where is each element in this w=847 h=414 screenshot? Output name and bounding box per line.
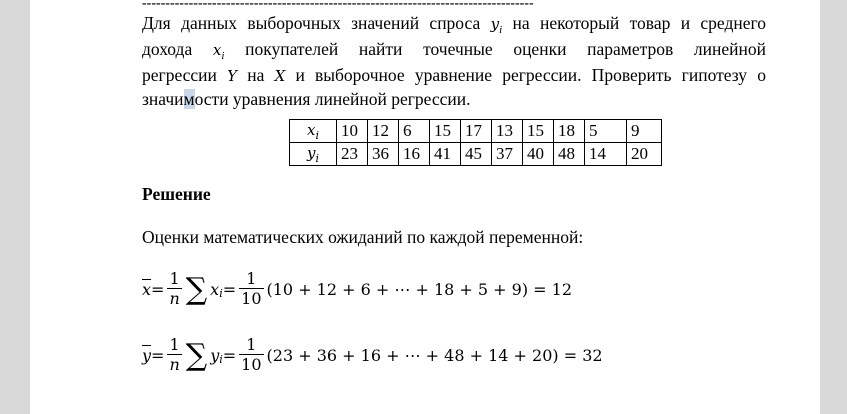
table-cell: 16 [399,143,430,166]
table-cell: 48 [554,143,585,166]
table-cell: 23 [337,143,368,166]
table-cell: 15 [430,120,461,143]
fraction-1-over-n: $\frac{1}{n}$ [169,268,180,308]
table-cell: 18 [554,120,585,143]
table-header-y: $y_i$ [290,143,337,166]
table-cell: 37 [492,143,523,166]
table-cell: 9 [627,120,662,143]
table-cell: 40 [523,143,554,166]
text-selection-highlight[interactable]: м [183,89,195,109]
table-cell: 15 [523,120,554,143]
fraction-1-over-10: $\frac{1}{10}$ [241,334,262,374]
table-cell: 12 [368,120,399,143]
separator-dashes: ------------------------------------------------------------------------------------ [142,0,534,11]
fraction-1-over-10: $\frac{1}{10}$ [241,268,262,308]
table-cell: 36 [368,143,399,166]
sum-symbol: ∑ [185,338,208,373]
mean-y-symbol: $\overline{y}$ [142,345,152,365]
document-page [30,0,820,414]
table-cell: 20 [627,143,662,166]
problem-line-1: Для данных выборочных значений спроса $y_i$ на некоторый товар и среднего [142,13,766,36]
table-cell: 14 [585,143,627,166]
formula-expression: (10 + 12 + 6 + ⋯ + 18 + 5 + 9) = 12 [266,279,573,299]
formula-mean-x: $\overline{x}$ = $\frac{1}{n}$ ∑ x i = $\frac{1}{10}$ (10 + 12 + 6 + ⋯ + 18 + 5 + 9) = 12 [142,268,573,308]
mean-x-symbol: $\overline{x}$ [142,279,152,299]
problem-line-2: дохода $x_i$ покупателей найти точечные оценки параметров линейной [142,39,766,62]
table-cell: 10 [337,120,368,143]
solution-heading: Решение [142,184,211,204]
problem-line-4: значимости уравнения линейной регрессии. [142,89,471,109]
table-cell: 45 [461,143,492,166]
data-table [289,119,662,166]
table-row-x [290,120,662,143]
table-row-y [290,143,662,166]
problem-line-3: регрессии Y на X и выборочное уравнение регрессии. Проверить гипотезу о [142,65,766,85]
formula-mean-y: $\overline{y}$ = $\frac{1}{n}$ ∑ y i = $\frac{1}{10}$ (23 + 36 + 16 + ⋯ + 48 + 14 + 20) = 32 [142,334,603,374]
sum-symbol: ∑ [185,272,208,307]
formula-expression: (23 + 36 + 16 + ⋯ + 48 + 14 + 20) = 32 [266,345,603,365]
table-cell: 6 [399,120,430,143]
table-cell: 41 [430,143,461,166]
problem-statement [142,12,766,111]
fraction-1-over-n: $\frac{1}{n}$ [169,334,180,374]
table-cell: 17 [461,120,492,143]
solution-intro: Оценки математических ожиданий по каждой переменной: [142,227,584,247]
table-cell: 13 [492,120,523,143]
table-header-x: $x_i$ [290,120,337,143]
table-cell: 5 [585,120,627,143]
